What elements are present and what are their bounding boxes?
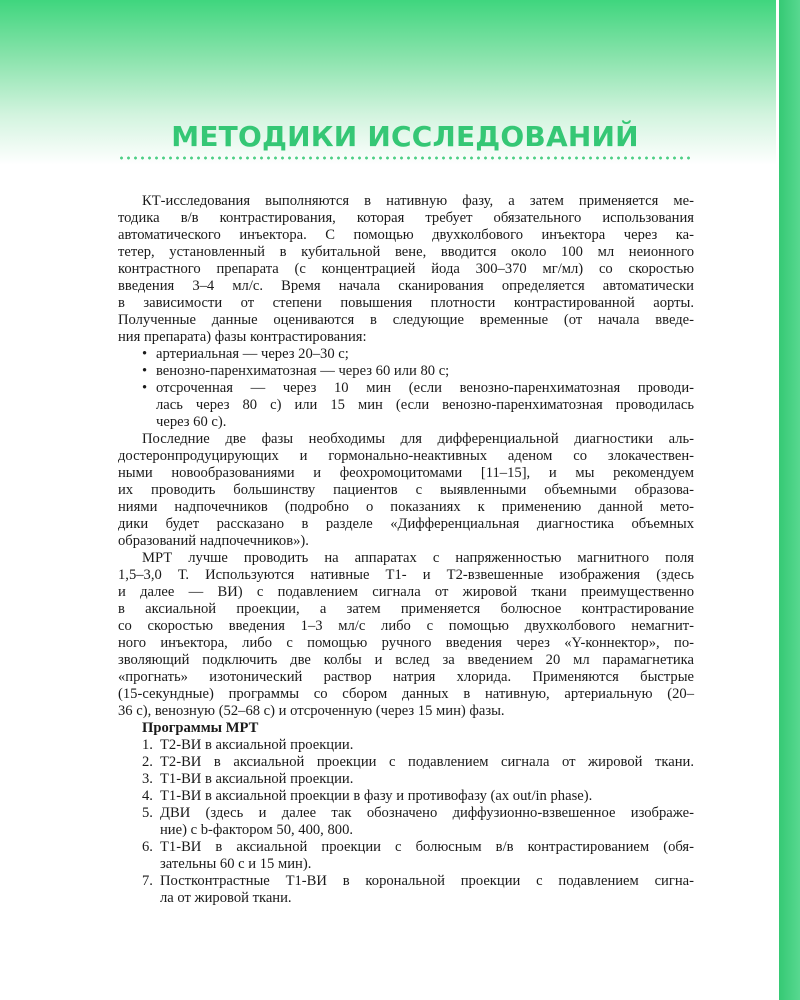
text-line: автоматического инъектора. С помощью двухколбового инъектора через ка-	[118, 227, 694, 243]
text-line: дики будет рассказано в разделе «Дифференциальная диагностика объемных	[118, 516, 694, 532]
list-item	[118, 839, 694, 856]
list-number: 2.	[142, 754, 153, 770]
list-number: 7.	[142, 873, 153, 889]
list-number: 3.	[142, 771, 153, 787]
mri-programs-list	[118, 737, 694, 907]
text-line: введения 3–4 мл/с. Время начала сканирования определяется автоматически	[118, 278, 694, 294]
bullet-item-delayed	[118, 380, 694, 397]
section-title: МЕТОДИКИ ИССЛЕДОВАНИЙ	[171, 120, 639, 153]
text-line: «прогнать» изотонический раствор натрия хлорида. Применяются быстрые	[118, 669, 694, 685]
list-text: Т2-ВИ в аксиальной проекции с подавлением сигнала от жировой ткани.	[160, 754, 694, 770]
phase-bullet-list	[118, 346, 694, 431]
mri-programs-heading: Программы МРТ	[142, 720, 259, 736]
list-text: Т1-ВИ в аксиальной проекции с болюсным в/в контрастированием (обя-	[160, 839, 694, 855]
list-item	[118, 771, 694, 788]
text-line: (15-секундные) программы со сбором данных в нативную, артериальную (20–	[118, 686, 694, 702]
list-item-continued: зательны 60 с и 15 мин).	[160, 856, 312, 872]
text-line: и далее — ВИ) с подавлением сигнала от жировой ткани преимущественно	[118, 584, 694, 600]
text-line: ниями надпочечников (подробно о показаниях к применению данной мето-	[118, 499, 694, 515]
bullet-item-arterial	[118, 346, 694, 363]
paragraph-phases	[118, 431, 694, 550]
list-number: 5.	[142, 805, 153, 821]
document-body	[118, 193, 694, 907]
text-line: ными новообразованиями и феохромоцитомами [11–15], и мы рекомендуем	[118, 465, 694, 481]
text-line: тетер, установленный в кубитальной вене, вводится около 100 мл неионного	[118, 244, 694, 260]
list-item	[118, 788, 694, 805]
paragraph-ct	[118, 193, 694, 346]
bullet-item-venous	[118, 363, 694, 380]
text-line: МРТ лучше проводить на аппаратах с напряженностью магнитного поля	[142, 550, 694, 566]
text-line: Последние две фазы необходимы для дифференциальной диагностики аль-	[142, 431, 694, 447]
text-line: 36 с), венозную (52–68 с) и отсроченную (через 15 мин) фазы.	[118, 703, 505, 719]
bullet-text: артериальная — через 20–30 с;	[156, 346, 349, 362]
text-line: тодика в/в контрастирования, которая требует обязательного использования	[118, 210, 694, 226]
text-line: их проводить большинству пациентов с выявленными объемными образова-	[118, 482, 694, 498]
list-item	[118, 754, 694, 771]
text-line: Полученные данные оцениваются в следующие временные (от начала введе-	[118, 312, 694, 328]
text-line: в аксиальной проекции, а затем применяется болюсное контрастирование	[118, 601, 694, 617]
list-item	[118, 873, 694, 890]
list-item	[118, 737, 694, 754]
list-text: Постконтрастные Т1-ВИ в корональной проекции с подавлением сигна-	[160, 873, 694, 889]
list-number: 6.	[142, 839, 153, 855]
bullet-text: венозно-паренхиматозная — через 60 или 80 с;	[156, 363, 450, 379]
bullet-text-continued: лась через 80 с) или 15 мин (если венозно-паренхиматозная проводилась	[156, 397, 694, 413]
list-text: Т1-ВИ в аксиальной проекции в фазу и противофазу (ax out/in phase).	[160, 788, 593, 804]
list-item-continued: ла от жировой ткани.	[160, 890, 292, 906]
text-line: со скоростью введения 1–3 мл/с либо с помощью двухколбового немагнит-	[118, 618, 694, 634]
bullet-icon: •	[142, 363, 148, 379]
list-text: Т1-ВИ в аксиальной проекции.	[160, 771, 354, 787]
text-line: КТ-исследования выполняются в нативную фазу, а затем применяется ме-	[142, 193, 694, 209]
text-line: в зависимости от степени повышения плотности контрастированной аорты.	[118, 295, 694, 311]
list-text: Т2-ВИ в аксиальной проекции.	[160, 737, 354, 753]
text-line: 1,5–3,0 Т. Используются нативные Т1- и Т2-взвешенные изображения (здесь	[118, 567, 694, 583]
bullet-icon: •	[142, 380, 148, 396]
text-line: ния препарата) фазы контрастирования:	[118, 329, 367, 345]
bullet-text: отсроченная — через 10 мин (если венозно-паренхиматозная проводи-	[156, 380, 694, 396]
list-item	[118, 805, 694, 822]
text-line: ного инъектора, либо с помощью ручного введения через «Y-коннектор», по-	[118, 635, 694, 651]
list-number: 4.	[142, 788, 153, 804]
text-line: достеронпродуцирующих и гормонально-неактивных аденом со злокачествен-	[118, 448, 694, 464]
paragraph-mri	[118, 550, 694, 720]
text-line: контрастного препарата (с концентрацией йода 300–370 мг/мл) со скоростью	[118, 261, 694, 277]
list-text: ДВИ (здесь и далее так обозначено диффузионно-взвешенное изображе-	[160, 805, 694, 821]
text-line: образований надпочечников»).	[118, 533, 309, 549]
list-item-continued: ние) с b-фактором 50, 400, 800.	[160, 822, 354, 838]
text-line: зволяющий подключить две колбы и вслед за введением 20 мл парамагнетика	[118, 652, 694, 668]
title-dotted-rule	[118, 156, 694, 160]
bullet-icon: •	[142, 346, 148, 362]
bullet-text-continued: через 60 с).	[156, 414, 227, 430]
list-number: 1.	[142, 737, 153, 753]
